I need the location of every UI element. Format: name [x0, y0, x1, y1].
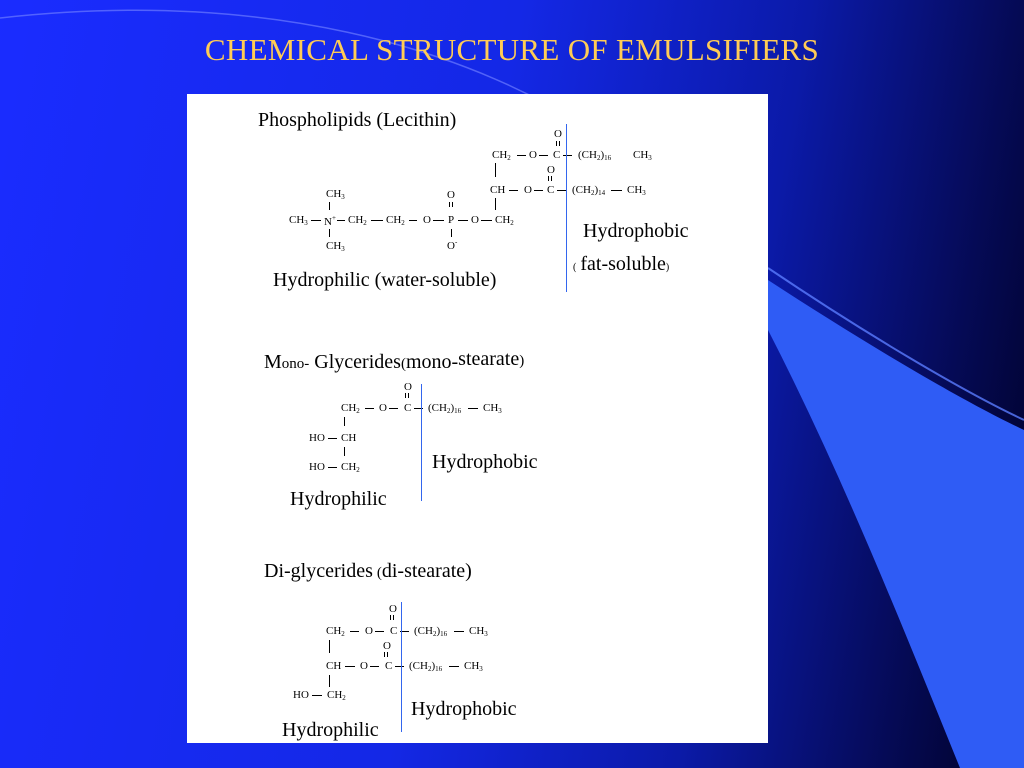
atom-ch2: $CH_2$ — [341, 402, 360, 415]
bond — [375, 631, 384, 632]
bond — [389, 408, 398, 409]
bond — [365, 408, 374, 409]
bond — [371, 220, 383, 221]
atom-ho: HO — [309, 432, 325, 444]
bond — [468, 408, 478, 409]
double-bond — [384, 652, 388, 657]
bond — [557, 190, 566, 191]
atom-o: O — [554, 128, 562, 140]
atom-ch: CH — [326, 660, 342, 672]
bond — [451, 229, 452, 237]
atom-o: O — [423, 214, 431, 226]
bond — [350, 631, 359, 632]
hydrophilic-label: Hydrophilic (water-soluble) — [273, 269, 497, 291]
bond — [329, 675, 330, 687]
atom-ch-chain: $(CH_2)_{16}$ — [578, 149, 612, 162]
hydrophobic-label: Hydrophobic — [411, 698, 517, 720]
atom-o: O — [360, 660, 368, 672]
atom-ch-chain: $(CH_2)_{16}$ — [414, 625, 448, 638]
bond — [611, 190, 622, 191]
atom-o: O — [529, 149, 537, 161]
atom-ch-chain: $(CH_2)_{16}$ — [428, 402, 462, 415]
atom-ch: CH — [490, 184, 506, 196]
atom-o: O — [383, 640, 391, 652]
double-bond — [390, 615, 394, 620]
atom-o: O — [365, 625, 373, 637]
bond — [409, 220, 417, 221]
hydrophobic-label: Hydrophobic — [432, 451, 538, 473]
bond — [312, 695, 322, 696]
atom-o: O — [389, 603, 397, 615]
bond — [395, 666, 404, 667]
hydrophilic-label: Hydrophilic — [290, 488, 387, 510]
bond — [328, 467, 337, 468]
atom-ch: CH — [341, 432, 357, 444]
atom-ch2: $CH_2$ — [348, 214, 367, 227]
bond — [481, 220, 492, 221]
atom-o: O — [547, 164, 555, 176]
fat-soluble-label: ( fat-soluble) — [573, 253, 670, 275]
atom-ch2: $CH_2$ — [326, 625, 345, 638]
atom-o: O — [447, 189, 455, 201]
double-bond — [556, 141, 560, 146]
bond — [449, 666, 459, 667]
diglycerides-heading: Di-glycerides (di-stearate) — [264, 560, 472, 582]
atom-c: C — [553, 149, 561, 161]
bond — [329, 229, 330, 237]
bond — [495, 198, 496, 210]
bond — [337, 220, 345, 221]
atom-ch3: $CH_3$ — [483, 402, 502, 415]
bond — [344, 417, 345, 426]
atom-ho: HO — [293, 689, 309, 701]
background-swoosh-band — [768, 280, 1024, 768]
atom-o: O — [379, 402, 387, 414]
atom-ch3: $CH_3$ — [633, 149, 652, 162]
bond — [517, 155, 526, 156]
atom-ch3: $CH_3$ — [326, 188, 345, 201]
bond — [563, 155, 572, 156]
atom-ch-chain: $(CH_2)_{14}$ — [572, 184, 606, 197]
hydrophobic-divider — [566, 124, 567, 292]
bond — [534, 190, 543, 191]
double-bond — [405, 393, 409, 398]
bond — [495, 163, 496, 177]
atom-o: O — [404, 381, 412, 393]
atom-ch3: $CH_3$ — [289, 214, 308, 227]
atom-o: O — [524, 184, 532, 196]
atom-p: P — [448, 214, 455, 226]
bond — [370, 666, 379, 667]
atom-ch2: $CH_2$ — [386, 214, 405, 227]
atom-ch3: $CH_3$ — [464, 660, 483, 673]
atom-c: C — [404, 402, 412, 414]
atom-ch3: $CH_3$ — [326, 240, 345, 253]
monoglycerides-heading: Mono- Glycerides(mono-stearate) — [264, 348, 525, 373]
bond — [458, 220, 468, 221]
atom-ch-chain: $(CH_2)_{16}$ — [409, 660, 443, 673]
hydrophobic-label: Hydrophobic — [583, 220, 689, 242]
double-bond — [548, 176, 552, 181]
bond — [344, 447, 345, 456]
atom-ch2: $CH_2$ — [495, 214, 514, 227]
bond — [328, 438, 337, 439]
atom-ho: HO — [309, 461, 325, 473]
bond — [433, 220, 444, 221]
bond — [509, 190, 518, 191]
bond — [454, 631, 464, 632]
hydrophobic-divider — [421, 384, 422, 501]
atom-c: C — [390, 625, 398, 637]
atom-o-minus: O- — [447, 238, 458, 252]
slide-title: CHEMICAL STRUCTURE OF EMULSIFIERS — [204, 32, 820, 67]
diagram-panel — [187, 94, 768, 743]
bond — [329, 202, 330, 210]
phospholipids-heading: Phospholipids (Lecithin) — [258, 109, 457, 131]
hydrophilic-label: Hydrophilic — [282, 719, 379, 741]
bond — [329, 640, 330, 653]
double-bond — [449, 202, 453, 207]
atom-ch2: $CH_2$ — [341, 461, 360, 474]
atom-o: O — [471, 214, 479, 226]
atom-n: N+ — [324, 214, 336, 228]
hydrophobic-divider — [401, 602, 402, 732]
bond — [311, 220, 321, 221]
atom-c: C — [385, 660, 393, 672]
atom-ch2: $CH_2$ — [492, 149, 511, 162]
atom-ch3: $CH_3$ — [469, 625, 488, 638]
atom-ch2: $CH_2$ — [327, 689, 346, 702]
bond — [539, 155, 548, 156]
atom-ch3: $CH_3$ — [627, 184, 646, 197]
bond — [345, 666, 355, 667]
atom-c: C — [547, 184, 555, 196]
